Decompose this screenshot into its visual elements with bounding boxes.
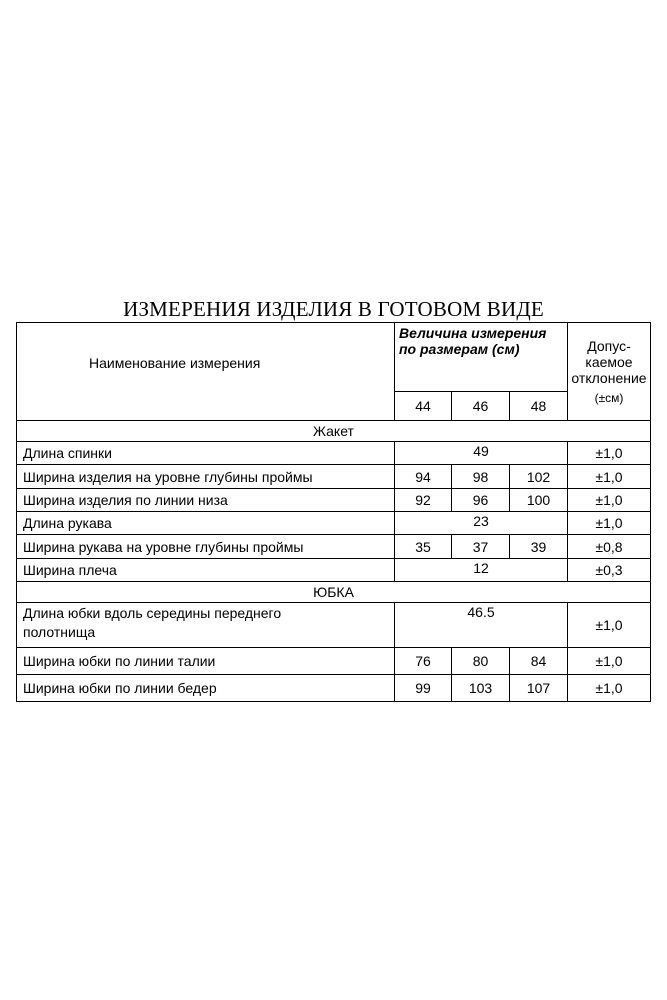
measurement-name-line-2: полотнища <box>23 624 96 640</box>
table-row <box>17 603 651 648</box>
tolerance-value: ±1,0 <box>568 648 651 675</box>
section-row-skirt <box>17 582 651 603</box>
tolerance-value: ±0,8 <box>568 535 651 559</box>
tolerance-header-line-3: отклонение <box>571 369 647 386</box>
size-46-header: 46 <box>452 392 510 421</box>
measurement-value-46: 98 <box>452 465 510 489</box>
section-row-jacket <box>17 421 651 442</box>
table-row <box>17 512 651 535</box>
measurement-value: 23 <box>395 512 568 535</box>
measurement-name <box>17 603 395 648</box>
measurement-name: Ширина изделия по линии низа <box>17 489 395 512</box>
header-row <box>17 323 651 392</box>
measurement-value-46: 80 <box>452 648 510 675</box>
measurement-value-48: 84 <box>510 648 568 675</box>
section-title: ЮБКА <box>17 582 651 603</box>
size-header-line-2: по размерам (см) <box>399 341 520 357</box>
section-title: Жакет <box>17 421 651 442</box>
measurement-name: Ширина юбки по линии бедер <box>17 675 395 702</box>
measurement-value: 49 <box>395 442 568 465</box>
page-title: ИЗМЕРЕНИЯ ИЗДЕЛИЯ В ГОТОВОМ ВИДЕ <box>123 297 544 321</box>
measurement-value-44: 76 <box>395 648 452 675</box>
measurement-name: Ширина изделия на уровне глубины проймы <box>17 465 395 489</box>
measurement-name: Длина спинки <box>17 442 395 465</box>
measurement-value-48: 39 <box>510 535 568 559</box>
measurements-table <box>16 322 651 702</box>
measurement-value-48: 102 <box>510 465 568 489</box>
table-row <box>17 675 651 702</box>
table-row <box>17 648 651 675</box>
measurement-value-48: 107 <box>510 675 568 702</box>
tolerance-header-line-1: Допус- <box>587 337 631 354</box>
table-row <box>17 489 651 512</box>
measurement-name: Длина рукава <box>17 512 395 535</box>
measurement-value: 46.5 <box>395 603 568 648</box>
tolerance-value: ±1,0 <box>568 603 651 648</box>
measurement-value-48: 100 <box>510 489 568 512</box>
tolerance-value: ±0,3 <box>568 559 651 582</box>
measurement-name: Ширина рукава на уровне глубины проймы <box>17 535 395 559</box>
measurement-name: Ширина юбки по линии талии <box>17 648 395 675</box>
tolerance-header <box>568 323 651 421</box>
table-row <box>17 465 651 489</box>
size-header-line-1: Величина измерения <box>399 325 547 341</box>
measurement-value-46: 103 <box>452 675 510 702</box>
size-44-header: 44 <box>395 392 452 421</box>
size-value-header <box>395 323 568 392</box>
tolerance-value: ±1,0 <box>568 512 651 535</box>
measurement-value-44: 35 <box>395 535 452 559</box>
tolerance-value: ±1,0 <box>568 442 651 465</box>
measurement-value-46: 37 <box>452 535 510 559</box>
measurement-value-44: 94 <box>395 465 452 489</box>
measurement-name: Ширина плеча <box>17 559 395 582</box>
measurement-name-header <box>17 323 395 421</box>
table-row <box>17 535 651 559</box>
table-row <box>17 559 651 582</box>
table-row <box>17 442 651 465</box>
measurement-name-line-1: Длина юбки вдоль середины переднего <box>23 605 282 621</box>
tolerance-header-line-2: каемое <box>585 353 633 370</box>
measurement-value-46: 96 <box>452 489 510 512</box>
measurement-value-44: 99 <box>395 675 452 702</box>
measurement-value-44: 92 <box>395 489 452 512</box>
measurement-name-header-label: Наименование измерения <box>89 354 261 371</box>
size-48-header: 48 <box>510 392 568 421</box>
tolerance-value: ±1,0 <box>568 465 651 489</box>
tolerance-header-line-4: (±см) <box>594 390 624 405</box>
tolerance-value: ±1,0 <box>568 489 651 512</box>
measurement-value: 12 <box>395 559 568 582</box>
tolerance-value: ±1,0 <box>568 675 651 702</box>
